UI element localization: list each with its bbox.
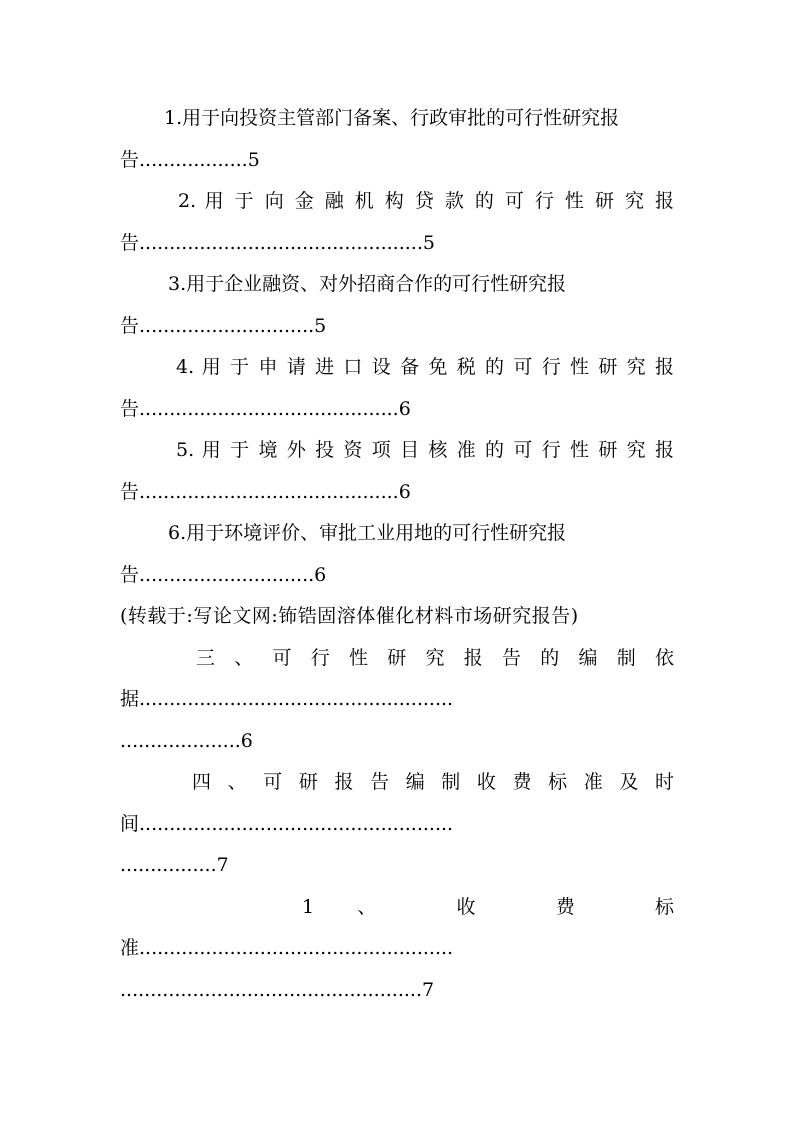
toc-entry-1-line-1: 1.用于向投资主管部门备案、行政审批的可行性研究报	[164, 107, 620, 129]
toc-section-4-line-3: ................7	[120, 854, 229, 876]
toc-entry-4-line-1: 4. 用 于 申 请 进 口 设 备 免 税 的 可 行 性 研 究 报	[176, 356, 674, 378]
source-note: (转载于:写论文网:钸锆固溶体催化材料市场研究报告)	[120, 605, 579, 627]
toc-entry-5-line-2: 告...........................................6	[120, 481, 411, 503]
toc-entry-5-line-1: 5. 用 于 境 外 投 资 项 目 核 准 的 可 行 性 研 究 报	[176, 439, 674, 461]
toc-section-3-line-1: 三 、 可 行 性 研 究 报 告 的 编 制 依	[196, 647, 674, 669]
toc-section-4-line-1: 四 、 可 研 报 告 编 制 收 费 标 准 及 时	[192, 771, 674, 793]
toc-entry-6-line-1: 6.用于环境评价、审批工业用地的可行性研究报	[168, 522, 567, 544]
toc-entry-3-line-2: 告.............................5	[120, 315, 327, 337]
toc-subsection-1-line-1: 1 、 收 费 标	[302, 896, 674, 918]
toc-section-3-line-2: 据....................................................	[120, 688, 454, 710]
toc-entry-4-line-2: 告...........................................6	[120, 398, 411, 420]
toc-entry-3-line-1: 3.用于企业融资、对外招商合作的可行性研究报	[168, 273, 567, 295]
toc-subsection-1-line-2: 准....................................................	[120, 937, 454, 959]
toc-entry-2-line-2: 告...............................................5	[120, 232, 435, 254]
toc-section-4-line-2: 间....................................................	[120, 813, 454, 835]
toc-entry-6-line-2: 告.............................6	[120, 564, 327, 586]
toc-section-3-line-3: ....................6	[120, 730, 253, 752]
toc-subsection-1-line-3: ..................................................7	[120, 979, 435, 1001]
toc-entry-1-line-2: 告..................5	[120, 149, 260, 171]
toc-entry-2-line-1: 2. 用 于 向 金 融 机 构 贷 款 的 可 行 性 研 究 报	[178, 190, 674, 212]
